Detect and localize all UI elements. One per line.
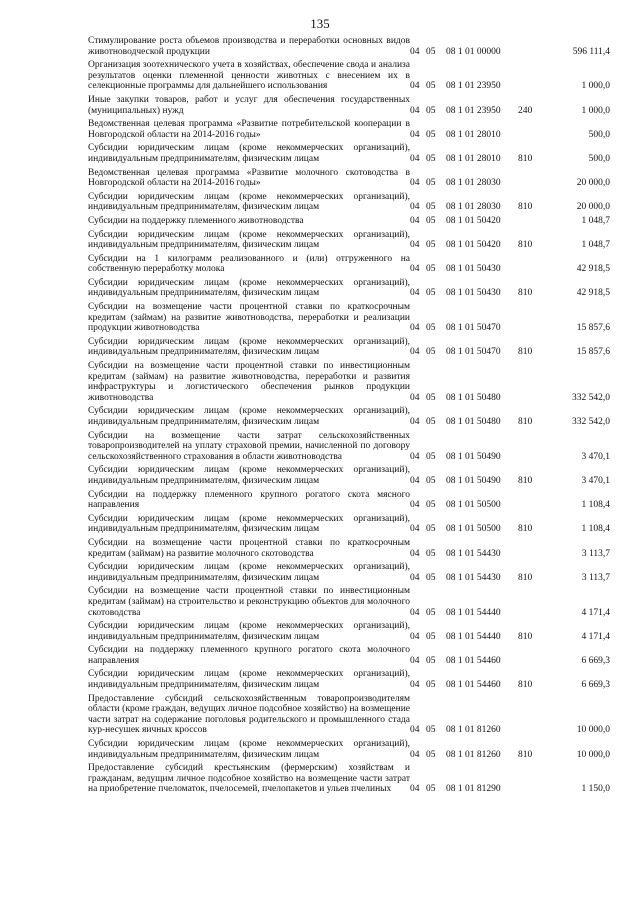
- row-amount: 332 542,0: [572, 392, 610, 403]
- section-code: 04: [410, 680, 420, 691]
- expense-type-code: 810: [518, 153, 533, 164]
- target-article-code: 08 1 01 54460: [446, 655, 501, 666]
- table-row: [88, 490, 610, 514]
- row-name: Субсидии юридическим лицам (кроме некоммерческих организаций), индивидуальным предпринимателям, физическим лицам: [88, 669, 410, 691]
- subsection-code: 05: [426, 392, 436, 403]
- expense-type-code: 810: [518, 524, 533, 535]
- row-name: Субсидии на возмещение части процентной ставки по инвестиционным кредитам (займам) на строительство и реконструкцию объектов для молочного скотоводства: [88, 586, 410, 618]
- row-name: Субсидии юридическим лицам (кроме некоммерческих организаций), индивидуальным предпринимателям, физическим лицам: [88, 277, 410, 299]
- section-code: 04: [410, 105, 420, 116]
- row-amount: 3 113,7: [581, 572, 610, 583]
- row-name: Субсидии юридическим лицам (кроме некоммерческих организаций), индивидуальным предпринимателям, физическим лицам: [88, 191, 410, 213]
- target-article-code: 08 1 01 28030: [446, 202, 501, 213]
- section-code: 04: [410, 725, 420, 736]
- row-name: Предоставление субсидий крестьянским (фермерским) хозяйствам и гражданам, ведущим личное подсобное хозяйство на возмещение части затрат на приобретение пчеломаток, пчелосемей, пчелопакетов и ульев пчелиных: [88, 763, 410, 795]
- expense-type-code: 810: [518, 417, 533, 427]
- row-name: Субсидии юридическим лицам (кроме некоммерческих организаций), индивидуальным предпринимателям, физическим лицам: [88, 336, 410, 358]
- target-article-code: 08 1 01 28010: [446, 153, 501, 164]
- subsection-code: 05: [426, 475, 436, 486]
- subsection-code: 05: [426, 451, 436, 462]
- row-name: Субсидии на возмещение части затрат сельскохозяйственных товаропроизводителей на уплату страховой премии, начисленной по договору сельскохозяйственного страхования в области животноводства: [88, 430, 410, 462]
- row-amount: 332 542,0: [572, 417, 610, 427]
- subsection-code: 05: [426, 417, 436, 427]
- row-amount: 1 108,4: [581, 524, 610, 535]
- expense-type-code: [518, 361, 540, 406]
- table-row: [88, 621, 610, 645]
- expense-type-code: 810: [518, 202, 533, 213]
- target-article-code: 08 1 01 50420: [446, 215, 501, 226]
- row-name: Предоставление субсидий сельскохозяйственным товаропроизводителям области (кроме граждан, ведущих личное подсобное хозяйство) на возмещение части затрат на содержание поголовья родительского и промышленного стада кур-несушек яичных кроссов: [88, 693, 410, 736]
- table-row: [88, 406, 610, 430]
- row-amount: 3 470,1: [581, 475, 610, 486]
- subsection-code: 05: [426, 46, 436, 57]
- section-code: 04: [410, 417, 420, 427]
- table-row: [88, 254, 610, 278]
- row-name: Субсидии на поддержку племенного крупного рогатого скота молочного направления: [88, 645, 410, 666]
- expense-type-code: [518, 60, 540, 95]
- table-row: [88, 278, 610, 302]
- expense-type-code: 810: [518, 680, 533, 691]
- row-name: Субсидии юридическим лицам (кроме некоммерческих организаций), индивидуальным предпринимателям, физическим лицам: [88, 143, 410, 164]
- expense-type-code: [518, 216, 540, 230]
- table-row: [88, 143, 610, 167]
- target-article-code: 08 1 01 50470: [446, 323, 501, 334]
- expense-type-code: 810: [518, 631, 533, 642]
- expense-type-code: 810: [518, 240, 533, 251]
- row-amount: 4 171,4: [581, 631, 610, 642]
- target-article-code: 08 1 01 50420: [446, 240, 501, 251]
- target-article-code: 08 1 01 28030: [446, 178, 501, 189]
- section-code: 04: [410, 607, 420, 618]
- subsection-code: 05: [426, 240, 436, 251]
- section-code: 04: [410, 548, 420, 559]
- section-code: 04: [410, 524, 420, 535]
- row-name: Субсидии юридическим лицам (кроме некоммерческих организаций), индивидуальным предпринимателям, физическим лицам: [88, 513, 410, 535]
- row-amount: 3 470,1: [581, 451, 610, 462]
- target-article-code: 08 1 01 54440: [446, 631, 501, 642]
- row-amount: 15 857,6: [576, 347, 610, 358]
- budget-table: [88, 36, 610, 798]
- expense-type-code: 810: [518, 749, 533, 760]
- subsection-code: 05: [426, 178, 436, 189]
- expense-type-code: [518, 168, 540, 192]
- subsection-code: 05: [426, 680, 436, 691]
- row-amount: 1 048,7: [581, 240, 610, 251]
- row-amount: 500,0: [588, 129, 610, 140]
- expense-type-code: 810: [518, 572, 533, 583]
- row-amount: 20 000,0: [576, 178, 610, 189]
- row-amount: 1 048,7: [581, 215, 610, 226]
- target-article-code: 08 1 01 81260: [446, 725, 501, 736]
- target-article-code: 08 1 01 00000: [446, 46, 501, 57]
- subsection-code: 05: [426, 129, 436, 140]
- subsection-code: 05: [426, 264, 436, 275]
- table-row: [88, 431, 610, 466]
- row-amount: 20 000,0: [576, 202, 610, 213]
- subsection-code: 05: [426, 105, 436, 116]
- target-article-code: 08 1 01 50430: [446, 264, 501, 275]
- section-code: 04: [410, 475, 420, 486]
- expense-type-code: [518, 254, 540, 278]
- section-code: 04: [410, 500, 420, 511]
- table-row: [88, 538, 610, 562]
- section-code: 04: [410, 631, 420, 642]
- page-number: 135: [310, 16, 330, 31]
- table-row: [88, 361, 610, 406]
- table-row: [88, 337, 610, 361]
- section-code: 04: [410, 46, 420, 57]
- row-name: Субсидии на 1 килограмм реализованного и (или) отгруженного на собственную переработку молока: [88, 253, 410, 275]
- target-article-code: 08 1 01 50490: [446, 475, 501, 486]
- expense-type-code: [518, 490, 540, 514]
- section-code: 04: [410, 215, 420, 226]
- subsection-code: 05: [426, 725, 436, 736]
- expense-type-code: [518, 763, 540, 798]
- table-row: [88, 586, 610, 621]
- table-row: [88, 216, 610, 230]
- row-name: Ведомственная целевая программа «Развитие молочного скотоводства в Новгородской области на 2014-2016 годы»: [88, 167, 410, 189]
- section-code: 04: [410, 749, 420, 760]
- row-amount: 500,0: [588, 153, 610, 164]
- target-article-code: 08 1 01 54430: [446, 548, 501, 559]
- row-amount: 10 000,0: [576, 725, 610, 736]
- table-row: [88, 763, 610, 798]
- row-amount: 4 171,4: [581, 607, 610, 618]
- section-code: 04: [410, 655, 420, 666]
- target-article-code: 08 1 01 50430: [446, 288, 501, 299]
- section-code: 04: [410, 288, 420, 299]
- row-amount: 42 918,5: [576, 288, 610, 299]
- table-row: [88, 119, 610, 143]
- expense-type-code: 810: [518, 347, 533, 358]
- subsection-code: 05: [426, 607, 436, 618]
- row-amount: 596 111,4: [572, 46, 610, 57]
- row-name: Субсидии на возмещение части процентной ставки по инвестиционным кредитам (займам) на развитие животноводства, переработки и развития инфраструктуры и логистического обеспечения рынков продукции животноводства: [88, 361, 410, 403]
- target-article-code: 08 1 01 50480: [446, 417, 501, 427]
- section-code: 04: [410, 347, 420, 358]
- table-row: [88, 739, 610, 763]
- row-name: Субсидии юридическим лицам (кроме некоммерческих организаций), индивидуальным предпринимателям, физическим лицам: [88, 229, 410, 251]
- target-article-code: 08 1 01 23950: [446, 81, 501, 92]
- row-name: Субсидии юридическим лицам (кроме некоммерческих организаций), индивидуальным предпринимателям, физическим лицам: [88, 739, 410, 760]
- target-article-code: 08 1 01 23950: [446, 105, 501, 116]
- table-row: [88, 60, 610, 95]
- subsection-code: 05: [426, 500, 436, 511]
- section-code: 04: [410, 451, 420, 462]
- target-article-code: 08 1 01 50500: [446, 524, 501, 535]
- section-code: 04: [410, 784, 420, 795]
- row-amount: 6 669,3: [581, 680, 610, 691]
- section-code: 04: [410, 264, 420, 275]
- section-code: 04: [410, 323, 420, 334]
- subsection-code: 05: [426, 202, 436, 213]
- subsection-code: 05: [426, 153, 436, 164]
- row-name: Субсидии юридическим лицам (кроме некоммерческих организаций), индивидуальным предпринимателям, физическим лицам: [88, 562, 410, 583]
- subsection-code: 05: [426, 81, 436, 92]
- target-article-code: 08 1 01 50490: [446, 451, 501, 462]
- subsection-code: 05: [426, 655, 436, 666]
- subsection-code: 05: [426, 215, 436, 226]
- budget-table-body: [88, 36, 610, 798]
- row-name: Субсидии юридическим лицам (кроме некоммерческих организаций), индивидуальным предпринимателям, физическим лицам: [88, 406, 410, 427]
- table-row: [88, 95, 610, 119]
- subsection-code: 05: [426, 749, 436, 760]
- subsection-code: 05: [426, 323, 436, 334]
- expense-type-code: [518, 586, 540, 621]
- section-code: 04: [410, 129, 420, 140]
- row-amount: 3 113,7: [581, 548, 610, 559]
- row-amount: 1 000,0: [581, 105, 610, 116]
- table-row: [88, 230, 610, 254]
- expense-type-code: [518, 119, 540, 143]
- table-row: [88, 465, 610, 489]
- expense-type-code: [518, 302, 540, 337]
- table-row: [88, 562, 610, 586]
- target-article-code: 08 1 01 81290: [446, 784, 501, 795]
- section-code: 04: [410, 202, 420, 213]
- table-row: [88, 168, 610, 192]
- table-row: [88, 192, 610, 216]
- subsection-code: 05: [426, 288, 436, 299]
- row-amount: 6 669,3: [581, 655, 610, 666]
- row-name: Иные закупки товаров, работ и услуг для обеспечения государственных (муниципальных) нужд: [88, 94, 410, 116]
- target-article-code: 08 1 01 50470: [446, 347, 501, 358]
- row-amount: 15 857,6: [576, 323, 610, 334]
- expense-type-code: 810: [518, 475, 533, 486]
- expense-type-code: [518, 645, 540, 669]
- target-article-code: 08 1 01 54440: [446, 607, 501, 618]
- row-name: Субсидии на возмещение части процентной ставки по краткосрочным кредитам (займам) на развитие животноводства, переработки и реализации продукции животноводства: [88, 302, 410, 334]
- subsection-code: 05: [426, 631, 436, 642]
- row-name: Субсидии юридическим лицам (кроме некоммерческих организаций), индивидуальным предпринимателям, физическим лицам: [88, 465, 410, 486]
- row-name: Субсидии на поддержку племенного крупного рогатого скота мясного направления: [88, 489, 410, 511]
- section-code: 04: [410, 240, 420, 251]
- target-article-code: 08 1 01 54430: [446, 572, 501, 583]
- row-amount: 1 150,0: [581, 784, 610, 795]
- target-article-code: 08 1 01 54460: [446, 680, 501, 691]
- expense-type-code: [518, 694, 540, 739]
- target-article-code: 08 1 01 81260: [446, 749, 501, 760]
- subsection-code: 05: [426, 572, 436, 583]
- section-code: 04: [410, 178, 420, 189]
- expense-type-code: 810: [518, 288, 533, 299]
- row-amount: 42 918,5: [576, 264, 610, 275]
- row-amount: 10 000,0: [576, 749, 610, 760]
- subsection-code: 05: [426, 347, 436, 358]
- row-amount: 1 000,0: [581, 81, 610, 92]
- row-name: Субсидии юридическим лицам (кроме некоммерческих организаций), индивидуальным предпринимателям, физическим лицам: [88, 621, 410, 642]
- section-code: 04: [410, 153, 420, 164]
- row-name: Субсидии на возмещение части процентной ставки по краткосрочным кредитам (займам) на развитие молочного скотоводства: [88, 537, 410, 559]
- target-article-code: 08 1 01 28010: [446, 129, 501, 140]
- table-row: [88, 694, 610, 739]
- subsection-code: 05: [426, 784, 436, 795]
- table-row: [88, 302, 610, 337]
- row-name: Организация зоотехнического учета в хозяйствах, обеспечение свода и анализа результатов оценки племенной ценности животных с внесением их в селекционные программы для дальнейшего использования: [88, 60, 410, 92]
- expense-type-code: [518, 538, 540, 562]
- row-name: Субсидии на поддержку племенного животноводства: [88, 215, 304, 226]
- row-amount: 1 108,4: [581, 500, 610, 511]
- subsection-code: 05: [426, 548, 436, 559]
- expense-type-code: 240: [518, 105, 533, 116]
- subsection-code: 05: [426, 524, 436, 535]
- table-row: [88, 514, 610, 538]
- target-article-code: 08 1 01 50500: [446, 500, 501, 511]
- table-row: [88, 36, 610, 60]
- target-article-code: 08 1 01 50480: [446, 392, 501, 403]
- expense-type-code: [518, 36, 540, 60]
- section-code: 04: [410, 81, 420, 92]
- table-row: [88, 669, 610, 693]
- section-code: 04: [410, 392, 420, 403]
- table-row: [88, 645, 610, 669]
- row-name: Стимулирование роста объемов производства и переработки основных видов животноводческой продукции: [88, 36, 410, 57]
- row-name: Ведомственная целевая программа «Развитие потребительской кооперации в Новгородской области на 2014-2016 годы»: [88, 119, 410, 140]
- section-code: 04: [410, 572, 420, 583]
- expense-type-code: [518, 431, 540, 466]
